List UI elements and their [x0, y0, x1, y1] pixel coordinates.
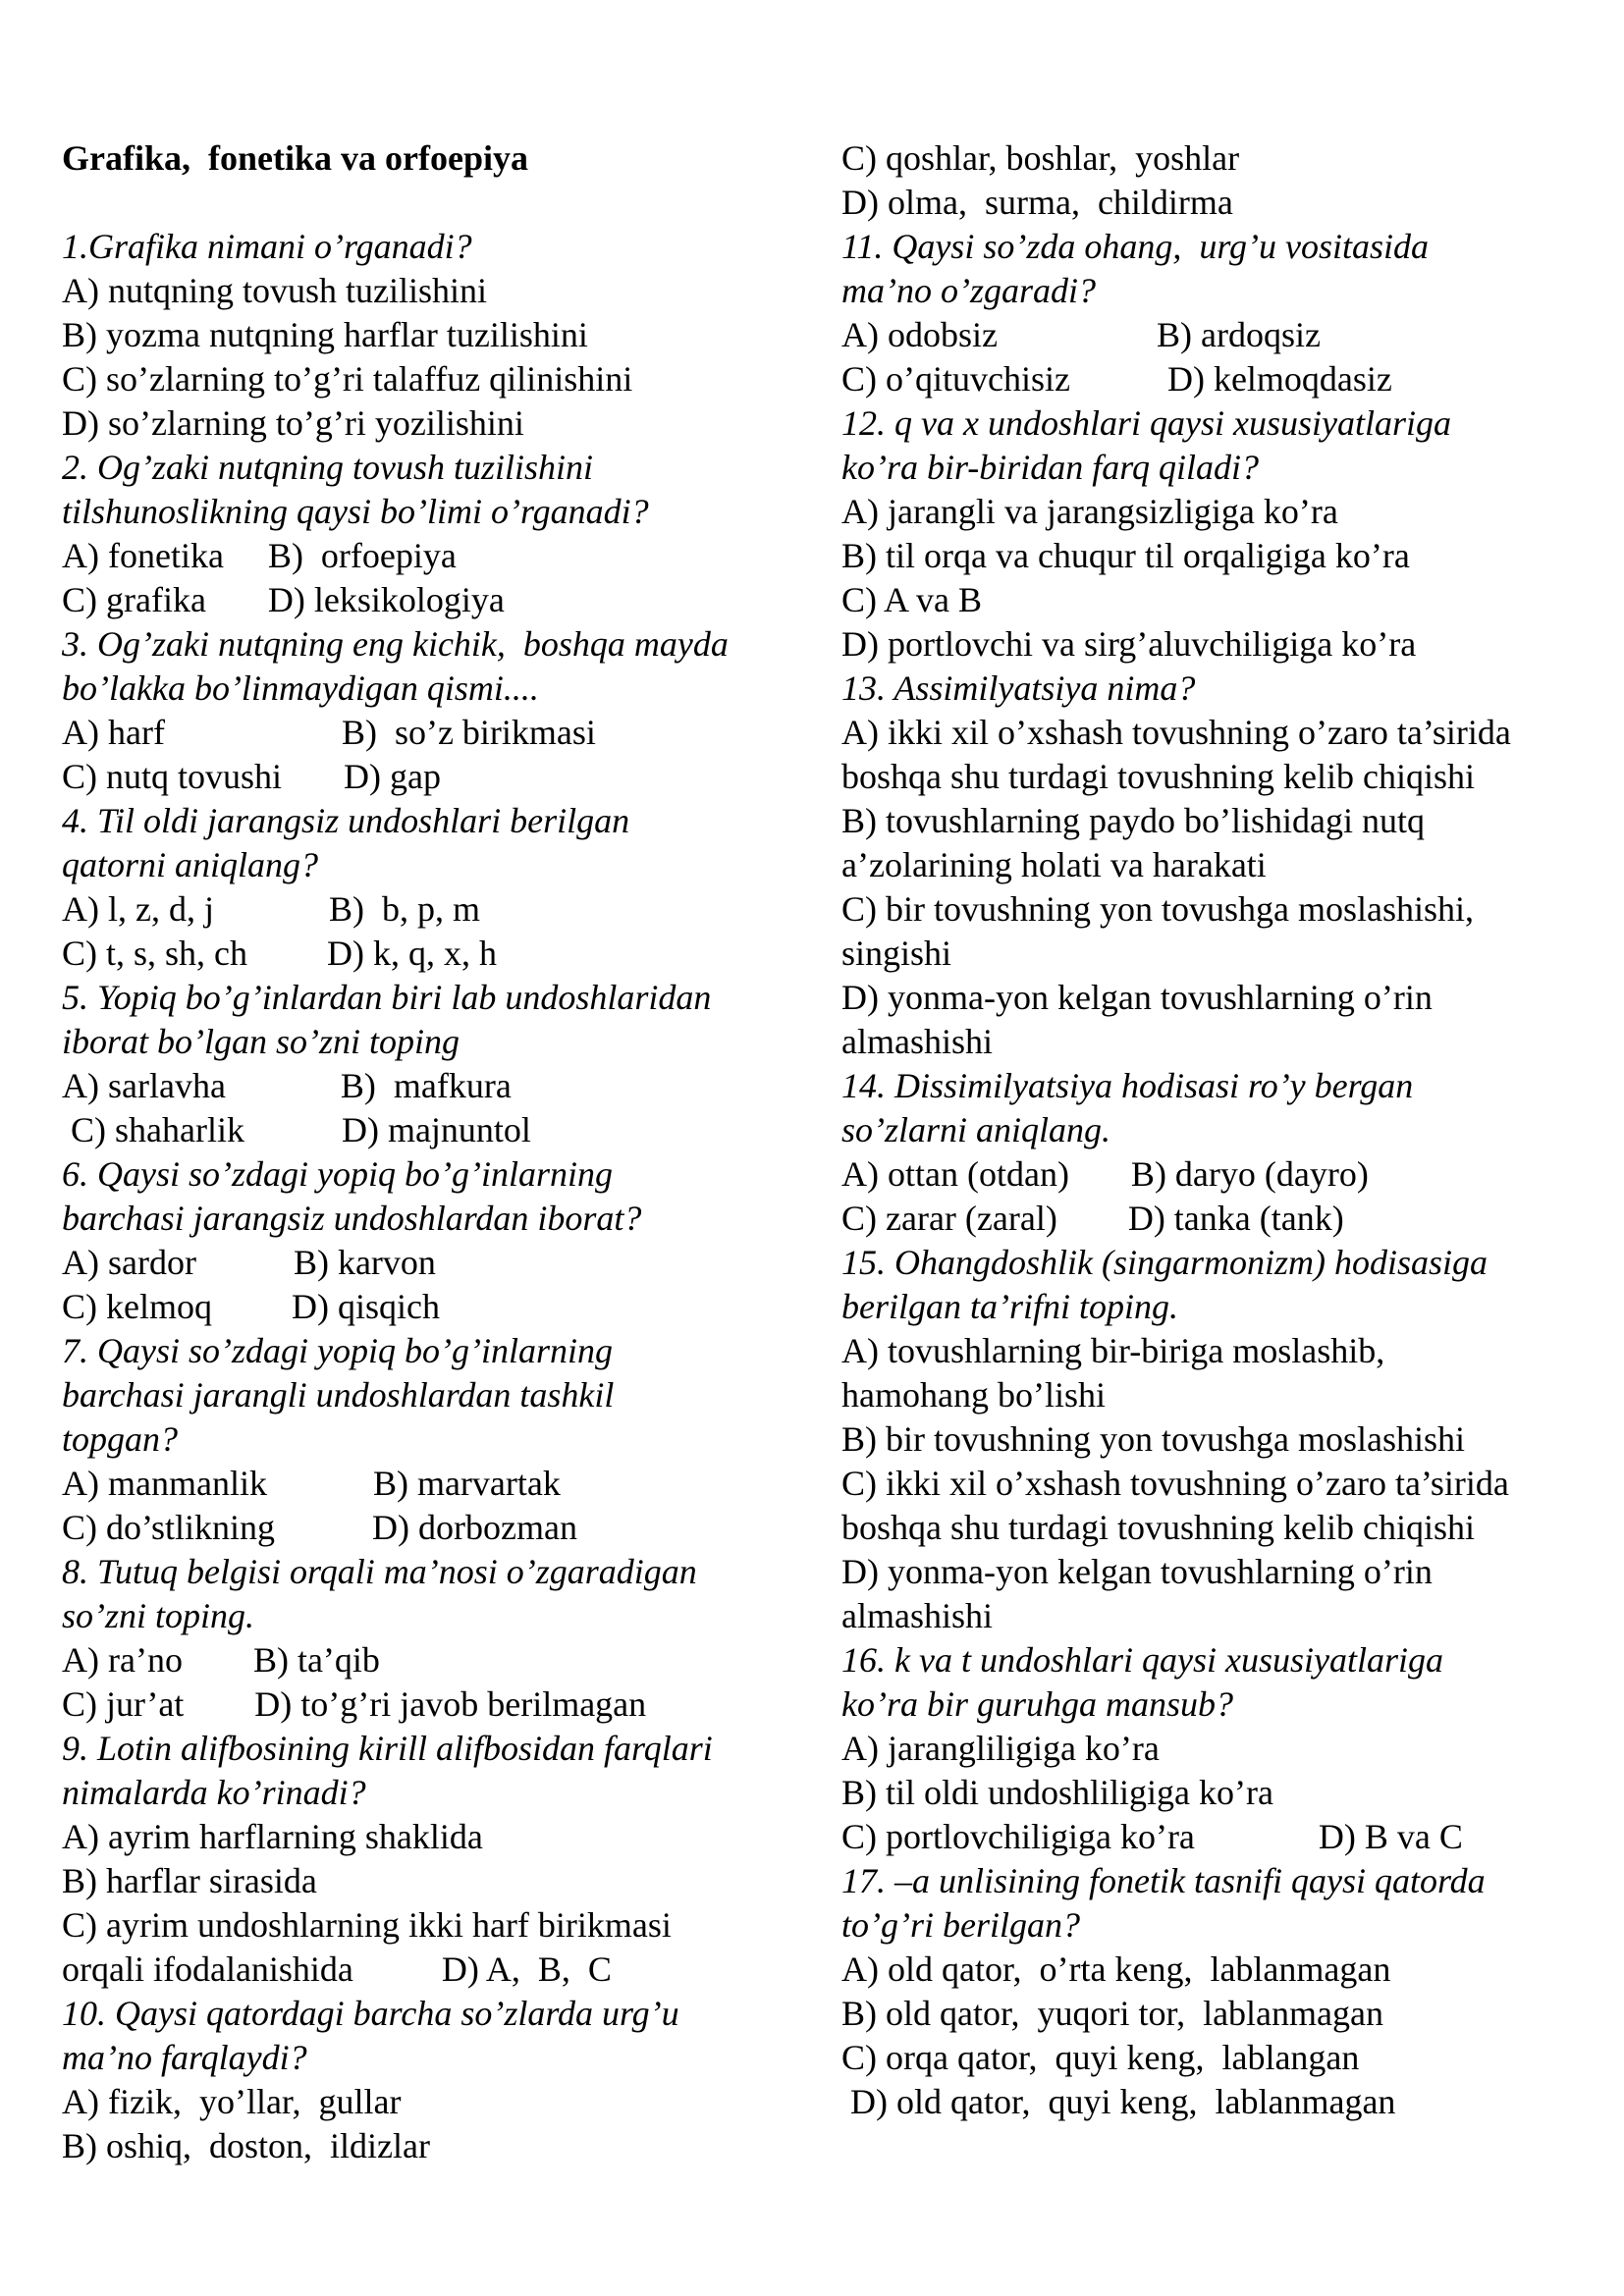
- question-line: 8. Tutuq belgisi orqali ma’nosi o’zgaradigan: [62, 1552, 697, 1591]
- question-line: to’g’ri berilgan?: [841, 1905, 1080, 1945]
- question-line: topgan?: [62, 1419, 179, 1459]
- question-line: 9. Lotin alifbosining kirill alifbosidan farqlari: [62, 1729, 713, 1768]
- answer-option: D) yonma-yon kelgan tovushlarning o’rin: [841, 978, 1433, 1017]
- question-line: 15. Ohangdoshlik (singarmonizm) hodisasiga: [841, 1243, 1489, 1282]
- answer-option: hamohang bo’lishi: [841, 1375, 1106, 1415]
- question-line: 10. Qaysi qatordagi barcha so’zlarda urg’u: [62, 1994, 679, 2033]
- question-line: 17. –a unlisining fonetik tasnifi qaysi qatorda: [841, 1861, 1486, 1900]
- question-line: 1.Grafika nimani o’rganadi?: [62, 227, 472, 266]
- answer-option: A) old qator, o’rta keng, lablanmagan: [841, 1949, 1391, 1989]
- question-line: tilshunoslikning qaysi bo’limi o’rganadi?: [62, 492, 649, 531]
- question-line: barchasi jarangli undoshlardan tashkil: [62, 1375, 615, 1415]
- question-line: berilgan ta’rifni toping.: [841, 1287, 1179, 1326]
- answer-option: C) zarar (zaral) D) tanka (tank): [841, 1199, 1344, 1238]
- answer-option: C) A va B: [841, 580, 983, 619]
- question-line: ko’ra bir-biridan farq qiladi?: [841, 448, 1259, 487]
- answer-option: C) so’zlarning to’g’ri talaffuz qilinishini: [62, 359, 633, 399]
- question-line: 14. Dissimilyatsiya hodisasi ro’y bergan: [841, 1066, 1414, 1105]
- answer-option: B) bir tovushning yon tovushga moslashishi: [841, 1419, 1466, 1459]
- answer-option: A) sardor B) karvon: [62, 1243, 436, 1282]
- question-line: 4. Til oldi jarangsiz undoshlari berilgan: [62, 801, 630, 840]
- answer-option: A) nutqning tovush tuzilishini: [62, 271, 488, 310]
- answer-option: C) ayrim undoshlarning ikki harf birikmasi: [62, 1905, 672, 1945]
- answer-option: C) grafika D) leksikologiya: [62, 580, 505, 619]
- question-line: ko’ra bir guruhga mansub?: [841, 1684, 1234, 1724]
- question-line: 6. Qaysi so’zdagi yopiq bo’g’inlarning: [62, 1154, 613, 1194]
- question-line: 11. Qaysi so’zda ohang, urg’u vositasida: [841, 227, 1429, 266]
- answer-option: D) so’zlarning to’g’ri yozilishini: [62, 403, 524, 443]
- answer-option: B) tovushlarning paydo bo’lishidagi nutq: [841, 801, 1425, 840]
- answer-option: C) nutq tovushi D) gap: [62, 757, 441, 796]
- answer-option: A) ra’no B) ta’qib: [62, 1640, 380, 1680]
- question-line: iborat bo’lgan so’zni toping: [62, 1022, 460, 1061]
- answer-option: B) harflar sirasida: [62, 1861, 317, 1900]
- answer-option: C) portlovchiligiga ko’ra D) B va C: [841, 1817, 1463, 1856]
- answer-option: A) ayrim harflarning shaklida: [62, 1817, 483, 1856]
- question-line: 5. Yopiq bo’g’inlardan biri lab undoshlaridan: [62, 978, 712, 1017]
- answer-option: D) portlovchi va sirg’aluvchiligiga ko’ra: [841, 624, 1417, 664]
- question-line: nimalarda ko’rinadi?: [62, 1773, 366, 1812]
- answer-option: almashishi: [841, 1596, 993, 1635]
- answer-option: C) ikki xil o’xshash tovushning o’zaro ta’sirida: [841, 1464, 1509, 1503]
- answer-option: C) do’stlikning D) dorbozman: [62, 1508, 577, 1547]
- answer-option: C) qoshlar, boshlar, yoshlar: [841, 138, 1240, 178]
- question-line: ma’no o’zgaradi?: [841, 271, 1096, 310]
- answer-option: B) old qator, yuqori tor, lablanmagan: [841, 1994, 1383, 2033]
- answer-option: B) til orqa va chuqur til orqaligiga ko’ra: [841, 536, 1410, 575]
- question-line: 13. Assimilyatsiya nima?: [841, 668, 1196, 708]
- answer-option: A) jarangliligiga ko’ra: [841, 1729, 1160, 1768]
- answer-option: C) shaharlik D) majnuntol: [62, 1110, 531, 1149]
- question-line: qatorni aniqlang?: [62, 845, 319, 884]
- document-title: Grafika, fonetika va orfoepiya: [62, 138, 528, 178]
- answer-option: A) manmanlik B) marvartak: [62, 1464, 561, 1503]
- question-line: so’zni toping.: [62, 1596, 255, 1635]
- answer-option: boshqa shu turdagi tovushning kelib chiqishi: [841, 757, 1475, 796]
- question-line: 2. Og’zaki nutqning tovush tuzilishini: [62, 448, 594, 487]
- answer-option: C) t, s, sh, ch D) k, q, x, h: [62, 934, 497, 973]
- answer-option: A) l, z, d, j B) b, p, m: [62, 889, 480, 929]
- answer-option: C) kelmoq D) qisqich: [62, 1287, 440, 1326]
- answer-option: boshqa shu turdagi tovushning kelib chiqishi: [841, 1508, 1475, 1547]
- left-column: [62, 136, 808, 2168]
- answer-option: D) olma, surma, childirma: [841, 183, 1233, 222]
- answer-option: C) bir tovushning yon tovushga moslashishi,: [841, 889, 1475, 929]
- answer-option: A) fonetika B) orfoepiya: [62, 536, 457, 575]
- answer-option: A) odobsiz B) ardoqsiz: [841, 315, 1321, 354]
- question-line: 3. Og’zaki nutqning eng kichik, boshqa mayda: [62, 624, 729, 664]
- answer-option: B) yozma nutqning harflar tuzilishini: [62, 315, 588, 354]
- answer-option: A) harf B) so’z birikmasi: [62, 713, 596, 752]
- title-spacer: [62, 181, 808, 225]
- question-line: ma’no farqlaydi?: [62, 2038, 307, 2077]
- answer-option: almashishi: [841, 1022, 993, 1061]
- question-line: 7. Qaysi so’zdagi yopiq bo’g’inlarning: [62, 1331, 613, 1370]
- answer-option: A) jarangli va jarangsizligiga ko’ra: [841, 492, 1338, 531]
- answer-option: B) til oldi undoshliligiga ko’ra: [841, 1773, 1273, 1812]
- question-line: bo’lakka bo’linmaydigan qismi....: [62, 668, 539, 708]
- answer-option: D) yonma-yon kelgan tovushlarning o’rin: [841, 1552, 1433, 1591]
- answer-option: C) jur’at D) to’g’ri javob berilmagan: [62, 1684, 647, 1724]
- question-line: 16. k va t undoshlari qaysi xususiyatlariga: [841, 1640, 1443, 1680]
- answer-option: D) old qator, quyi keng, lablanmagan: [841, 2082, 1396, 2121]
- answer-option: C) o’qituvchisiz D) kelmoqdasiz: [841, 359, 1392, 399]
- answer-option: A) fizik, yo’llar, gullar: [62, 2082, 402, 2121]
- answer-option: orqali ifodalanishida D) A, B, C: [62, 1949, 612, 1989]
- answer-option: A) ottan (otdan) B) daryo (dayro): [841, 1154, 1369, 1194]
- answer-option: a’zolarining holati va harakati: [841, 845, 1267, 884]
- right-column: [841, 136, 1588, 2124]
- answer-option: A) ikki xil o’xshash tovushning o’zaro ta’sirida: [841, 713, 1511, 752]
- answer-option: A) tovushlarning bir-biriga moslashib,: [841, 1331, 1385, 1370]
- answer-option: B) oshiq, doston, ildizlar: [62, 2126, 430, 2165]
- question-line: 12. q va x undoshlari qaysi xususiyatlariga: [841, 403, 1451, 443]
- question-line: so’zlarni aniqlang.: [841, 1110, 1111, 1149]
- question-line: barchasi jarangsiz undoshlardan iborat?: [62, 1199, 642, 1238]
- answer-option: singishi: [841, 934, 952, 973]
- answer-option: C) orqa qator, quyi keng, lablangan: [841, 2038, 1360, 2077]
- answer-option: A) sarlavha B) mafkura: [62, 1066, 512, 1105]
